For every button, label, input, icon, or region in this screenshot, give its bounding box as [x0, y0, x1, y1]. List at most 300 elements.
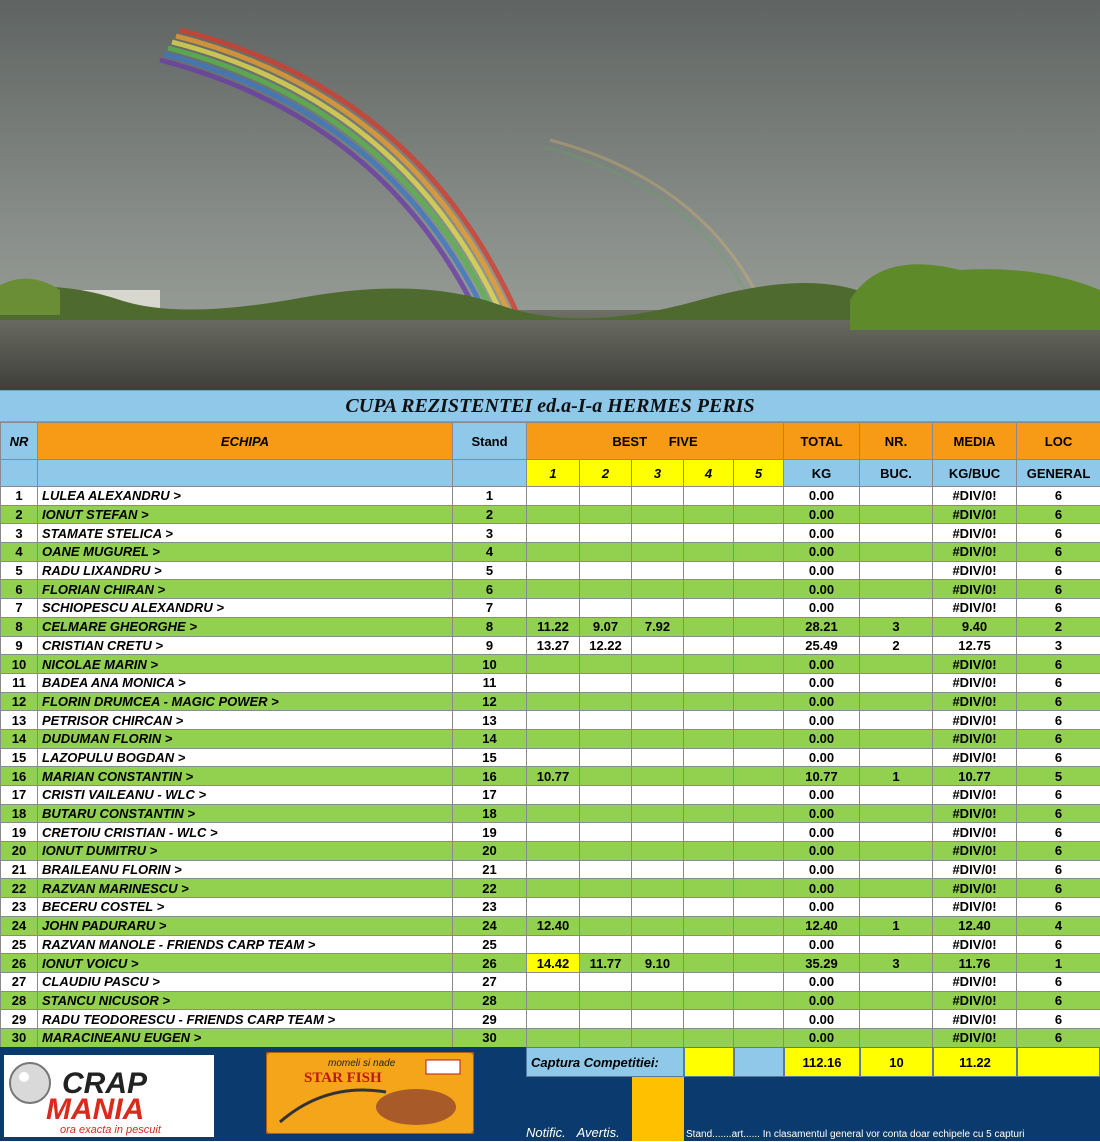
- row-best-5: [734, 543, 784, 562]
- row-loc: 2: [1017, 617, 1100, 636]
- row-loc: 6: [1017, 505, 1100, 524]
- row-best-2: [580, 860, 632, 879]
- row-best-5: [734, 655, 784, 674]
- row-best-2: [580, 767, 632, 786]
- row-buc: [860, 487, 933, 506]
- row-media: #DIV/0!: [933, 673, 1017, 692]
- col-header-nr-buc: NR.: [860, 423, 933, 460]
- col-header-nr: NR: [1, 423, 38, 460]
- summary-buc: 10: [860, 1047, 933, 1077]
- row-buc: [860, 842, 933, 861]
- row-nr: 25: [1, 935, 38, 954]
- row-stand: 27: [453, 972, 527, 991]
- row-total: 12.40: [784, 916, 860, 935]
- row-best-3: [632, 860, 684, 879]
- row-nr: 4: [1, 543, 38, 562]
- row-total: 0.00: [784, 505, 860, 524]
- avertis-label: Avertis.: [577, 1125, 620, 1140]
- row-loc: 6: [1017, 692, 1100, 711]
- row-nr: 18: [1, 804, 38, 823]
- row-best-3: [632, 599, 684, 618]
- col-header-stand: Stand: [453, 423, 527, 460]
- table-row: [1, 599, 1100, 618]
- row-nr: 2: [1, 505, 38, 524]
- col-header-echipa: ECHIPA: [38, 423, 453, 460]
- row-best-1: 12.40: [527, 916, 580, 935]
- table-row: [1, 711, 1100, 730]
- row-best-5: [734, 599, 784, 618]
- row-best-5: [734, 673, 784, 692]
- row-best-2: [580, 1028, 632, 1047]
- table-row: [1, 580, 1100, 599]
- sub-header-best-4: 4: [684, 460, 734, 487]
- row-best-1: [527, 692, 580, 711]
- row-best-4: [684, 692, 734, 711]
- row-best-3: [632, 842, 684, 861]
- rules-note: Stand.......art...... In clasamentul general vor conta doar echipele cu 5 capturi: [686, 1129, 1025, 1140]
- row-best-5: [734, 916, 784, 935]
- row-nr: 21: [1, 860, 38, 879]
- row-best-5: [734, 1028, 784, 1047]
- row-stand: 30: [453, 1028, 527, 1047]
- row-best-4: [684, 617, 734, 636]
- row-best-5: [734, 524, 784, 543]
- table-row: [1, 898, 1100, 917]
- row-loc: 6: [1017, 729, 1100, 748]
- sub-header-best-1: 1: [527, 460, 580, 487]
- row-best-3: [632, 823, 684, 842]
- row-best-1: [527, 935, 580, 954]
- competition-title: CUPA REZISTENTEI ed.a-I-a HERMES PERIS: [345, 395, 754, 417]
- row-nr: 7: [1, 599, 38, 618]
- row-best-3: [632, 898, 684, 917]
- row-loc: 4: [1017, 916, 1100, 935]
- row-total: 0.00: [784, 842, 860, 861]
- row-best-3: [632, 711, 684, 730]
- row-best-2: [580, 1010, 632, 1029]
- sub-header-best-5: 5: [734, 460, 784, 487]
- row-media: #DIV/0!: [933, 655, 1017, 674]
- row-buc: [860, 935, 933, 954]
- row-buc: [860, 804, 933, 823]
- table-row: [1, 543, 1100, 562]
- row-team: LULEA ALEXANDRU >: [38, 487, 453, 506]
- row-best-2: [580, 972, 632, 991]
- row-best-4: [684, 673, 734, 692]
- row-best-3: [632, 580, 684, 599]
- sub-header-loc-unit: GENERAL: [1017, 460, 1100, 487]
- table-row: [1, 617, 1100, 636]
- row-stand: 26: [453, 954, 527, 973]
- row-buc: [860, 1028, 933, 1047]
- row-buc: [860, 1010, 933, 1029]
- row-media: #DIV/0!: [933, 524, 1017, 543]
- row-total: 0.00: [784, 729, 860, 748]
- row-stand: 25: [453, 935, 527, 954]
- row-best-3: [632, 1010, 684, 1029]
- row-best-5: [734, 636, 784, 655]
- row-best-4: [684, 935, 734, 954]
- row-best-3: [632, 729, 684, 748]
- row-best-4: [684, 505, 734, 524]
- row-best-4: [684, 487, 734, 506]
- row-total: 0.00: [784, 879, 860, 898]
- row-best-3: [632, 505, 684, 524]
- row-team: MARIAN CONSTANTIN >: [38, 767, 453, 786]
- star-fish-logo: [266, 1052, 474, 1134]
- row-best-1: [527, 711, 580, 730]
- row-best-5: [734, 767, 784, 786]
- summary-blue-box: [734, 1047, 784, 1077]
- row-best-3: [632, 916, 684, 935]
- row-team: RADU LIXANDRU >: [38, 561, 453, 580]
- row-total: 28.21: [784, 617, 860, 636]
- row-stand: 24: [453, 916, 527, 935]
- row-stand: 11: [453, 673, 527, 692]
- row-stand: 7: [453, 599, 527, 618]
- row-best-1: [527, 487, 580, 506]
- row-team: LAZOPULU BOGDAN >: [38, 748, 453, 767]
- row-loc: 6: [1017, 823, 1100, 842]
- sub-header-media-unit: KG/BUC: [933, 460, 1017, 487]
- row-nr: 12: [1, 692, 38, 711]
- row-team: CELMARE GHEORGHE >: [38, 617, 453, 636]
- row-loc: 6: [1017, 972, 1100, 991]
- row-best-4: [684, 991, 734, 1010]
- row-media: #DIV/0!: [933, 786, 1017, 805]
- row-best-5: [734, 860, 784, 879]
- row-total: 0.00: [784, 860, 860, 879]
- row-team: BADEA ANA MONICA >: [38, 673, 453, 692]
- row-team: RAZVAN MARINESCU >: [38, 879, 453, 898]
- row-nr: 11: [1, 673, 38, 692]
- row-loc: 1: [1017, 954, 1100, 973]
- row-buc: [860, 543, 933, 562]
- row-total: 0.00: [784, 580, 860, 599]
- sub-header-echipa: [38, 460, 453, 487]
- row-best-4: [684, 655, 734, 674]
- row-total: 0.00: [784, 655, 860, 674]
- row-loc: 6: [1017, 673, 1100, 692]
- row-stand: 4: [453, 543, 527, 562]
- row-media: #DIV/0!: [933, 599, 1017, 618]
- row-team: NICOLAE MARIN >: [38, 655, 453, 674]
- table-row: [1, 935, 1100, 954]
- row-media: #DIV/0!: [933, 804, 1017, 823]
- row-best-2: 12.22: [580, 636, 632, 655]
- row-best-5: [734, 1010, 784, 1029]
- row-buc: [860, 991, 933, 1010]
- row-total: 0.00: [784, 692, 860, 711]
- row-best-4: [684, 860, 734, 879]
- row-stand: 23: [453, 898, 527, 917]
- row-stand: 10: [453, 655, 527, 674]
- table-row: [1, 879, 1100, 898]
- row-best-3: [632, 935, 684, 954]
- row-best-5: [734, 898, 784, 917]
- row-best-5: [734, 954, 784, 973]
- row-buc: [860, 599, 933, 618]
- table-row: [1, 692, 1100, 711]
- row-best-4: [684, 1028, 734, 1047]
- row-best-4: [684, 599, 734, 618]
- row-best-3: [632, 748, 684, 767]
- row-buc: [860, 898, 933, 917]
- row-total: 0.00: [784, 935, 860, 954]
- row-best-3: [632, 972, 684, 991]
- row-stand: 1: [453, 487, 527, 506]
- row-best-4: [684, 898, 734, 917]
- row-best-3: [632, 636, 684, 655]
- row-best-2: [580, 842, 632, 861]
- row-loc: 6: [1017, 711, 1100, 730]
- sub-header-best-3: 3: [632, 460, 684, 487]
- row-best-4: [684, 580, 734, 599]
- row-best-5: [734, 935, 784, 954]
- row-best-3: [632, 991, 684, 1010]
- five-label: FIVE: [669, 434, 698, 449]
- row-total: 0.00: [784, 711, 860, 730]
- logo-star-fish-top: momeli si nade: [328, 1058, 396, 1069]
- row-best-5: [734, 991, 784, 1010]
- row-nr: 23: [1, 898, 38, 917]
- row-best-1: [527, 673, 580, 692]
- row-team: CRISTIAN CRETU >: [38, 636, 453, 655]
- row-nr: 13: [1, 711, 38, 730]
- row-total: 35.29: [784, 954, 860, 973]
- row-buc: [860, 673, 933, 692]
- col-header-loc: LOC: [1017, 423, 1100, 460]
- row-loc: 6: [1017, 543, 1100, 562]
- row-best-4: [684, 972, 734, 991]
- row-media: 9.40: [933, 617, 1017, 636]
- row-total: 25.49: [784, 636, 860, 655]
- row-buc: [860, 505, 933, 524]
- table-row: [1, 972, 1100, 991]
- row-best-3: 7.92: [632, 617, 684, 636]
- row-team: FLORIAN CHIRAN >: [38, 580, 453, 599]
- row-buc: [860, 748, 933, 767]
- row-buc: [860, 711, 933, 730]
- row-best-1: [527, 842, 580, 861]
- row-stand: 6: [453, 580, 527, 599]
- summary-total: 112.16: [784, 1047, 860, 1077]
- row-team: IONUT DUMITRU >: [38, 842, 453, 861]
- avertis-marker: [632, 1077, 684, 1141]
- row-best-3: [632, 524, 684, 543]
- row-stand: 20: [453, 842, 527, 861]
- row-team: FLORIN DRUMCEA - MAGIC POWER >: [38, 692, 453, 711]
- row-loc: 6: [1017, 804, 1100, 823]
- row-nr: 29: [1, 1010, 38, 1029]
- row-best-2: 9.07: [580, 617, 632, 636]
- row-loc: 6: [1017, 1028, 1100, 1047]
- table-row: [1, 673, 1100, 692]
- rainbow-lake-photo: [0, 0, 1100, 390]
- row-best-3: [632, 804, 684, 823]
- row-stand: 18: [453, 804, 527, 823]
- col-header-best-five: [527, 423, 784, 460]
- row-best-1: [527, 823, 580, 842]
- row-media: #DIV/0!: [933, 842, 1017, 861]
- row-media: #DIV/0!: [933, 561, 1017, 580]
- row-buc: [860, 655, 933, 674]
- sub-header-best-2: 2: [580, 460, 632, 487]
- row-best-3: [632, 692, 684, 711]
- row-total: 10.77: [784, 767, 860, 786]
- row-best-2: [580, 524, 632, 543]
- row-media: #DIV/0!: [933, 748, 1017, 767]
- row-best-2: [580, 543, 632, 562]
- row-best-1: [527, 804, 580, 823]
- row-best-4: [684, 711, 734, 730]
- row-nr: 27: [1, 972, 38, 991]
- row-best-3: [632, 561, 684, 580]
- row-media: #DIV/0!: [933, 543, 1017, 562]
- row-best-4: [684, 1010, 734, 1029]
- row-stand: 15: [453, 748, 527, 767]
- table-row: [1, 655, 1100, 674]
- row-nr: 16: [1, 767, 38, 786]
- row-best-5: [734, 879, 784, 898]
- row-best-1: [527, 748, 580, 767]
- table-row: [1, 767, 1100, 786]
- row-loc: 6: [1017, 842, 1100, 861]
- row-loc: 6: [1017, 524, 1100, 543]
- row-best-1: 11.22: [527, 617, 580, 636]
- table-row: [1, 954, 1100, 973]
- row-team: PETRISOR CHIRCAN >: [38, 711, 453, 730]
- row-best-2: [580, 898, 632, 917]
- row-team: SCHIOPESCU ALEXANDRU >: [38, 599, 453, 618]
- row-stand: 14: [453, 729, 527, 748]
- row-media: #DIV/0!: [933, 692, 1017, 711]
- row-nr: 24: [1, 916, 38, 935]
- row-best-1: [527, 898, 580, 917]
- row-nr: 28: [1, 991, 38, 1010]
- header-photo: [0, 0, 1100, 390]
- row-loc: 6: [1017, 786, 1100, 805]
- row-stand: 8: [453, 617, 527, 636]
- row-media: #DIV/0!: [933, 972, 1017, 991]
- row-team: STANCU NICUSOR >: [38, 991, 453, 1010]
- row-stand: 5: [453, 561, 527, 580]
- row-buc: [860, 692, 933, 711]
- sub-header-nr: [1, 460, 38, 487]
- row-best-4: [684, 748, 734, 767]
- table-row: [1, 487, 1100, 506]
- row-best-4: [684, 729, 734, 748]
- table-row: [1, 561, 1100, 580]
- row-best-4: [684, 879, 734, 898]
- row-nr: 8: [1, 617, 38, 636]
- row-best-1: [527, 972, 580, 991]
- row-buc: 1: [860, 767, 933, 786]
- row-team: DUDUMAN FLORIN >: [38, 729, 453, 748]
- header-row-main: [1, 423, 1100, 460]
- row-best-4: [684, 916, 734, 935]
- row-total: 0.00: [784, 804, 860, 823]
- row-stand: 9: [453, 636, 527, 655]
- row-best-5: [734, 505, 784, 524]
- row-stand: 19: [453, 823, 527, 842]
- row-nr: 14: [1, 729, 38, 748]
- row-best-2: 11.77: [580, 954, 632, 973]
- row-best-4: [684, 636, 734, 655]
- row-best-4: [684, 786, 734, 805]
- row-best-4: [684, 767, 734, 786]
- row-total: 0.00: [784, 972, 860, 991]
- row-best-5: [734, 617, 784, 636]
- row-best-5: [734, 748, 784, 767]
- logo-crap-text: CRAP: [62, 1067, 148, 1100]
- row-best-1: [527, 786, 580, 805]
- row-loc: 6: [1017, 898, 1100, 917]
- row-best-4: [684, 954, 734, 973]
- row-team: CLAUDIU PASCU >: [38, 972, 453, 991]
- table-row: [1, 748, 1100, 767]
- col-header-total: TOTAL: [784, 423, 860, 460]
- row-loc: 6: [1017, 599, 1100, 618]
- row-best-1: [527, 991, 580, 1010]
- table-row: [1, 524, 1100, 543]
- row-team: MARACINEANU EUGEN >: [38, 1028, 453, 1047]
- row-loc: 6: [1017, 879, 1100, 898]
- row-best-2: [580, 711, 632, 730]
- row-nr: 6: [1, 580, 38, 599]
- notes-line: [526, 1125, 620, 1140]
- row-total: 0.00: [784, 823, 860, 842]
- row-media: #DIV/0!: [933, 991, 1017, 1010]
- row-loc: 6: [1017, 580, 1100, 599]
- results-table: [0, 422, 1100, 1048]
- summary-loc-empty: [1017, 1047, 1100, 1077]
- row-best-1: [527, 599, 580, 618]
- competition-title-bar: [0, 390, 1100, 422]
- competition-summary-row: [526, 1047, 1100, 1077]
- row-best-3: [632, 879, 684, 898]
- row-total: 0.00: [784, 748, 860, 767]
- row-team: BUTARU CONSTANTIN >: [38, 804, 453, 823]
- row-loc: 6: [1017, 1010, 1100, 1029]
- row-best-4: [684, 524, 734, 543]
- row-buc: 3: [860, 954, 933, 973]
- table-row: [1, 786, 1100, 805]
- row-best-3: [632, 655, 684, 674]
- table-row: [1, 636, 1100, 655]
- row-best-5: [734, 711, 784, 730]
- row-best-4: [684, 561, 734, 580]
- row-stand: 17: [453, 786, 527, 805]
- row-buc: 1: [860, 916, 933, 935]
- sub-header-stand: [453, 460, 527, 487]
- row-best-2: [580, 748, 632, 767]
- row-team: BRAILEANU FLORIN >: [38, 860, 453, 879]
- row-stand: 22: [453, 879, 527, 898]
- row-best-3: [632, 786, 684, 805]
- row-media: #DIV/0!: [933, 711, 1017, 730]
- row-best-5: [734, 487, 784, 506]
- row-loc: 6: [1017, 991, 1100, 1010]
- row-best-4: [684, 543, 734, 562]
- row-buc: [860, 823, 933, 842]
- row-best-5: [734, 842, 784, 861]
- row-best-2: [580, 561, 632, 580]
- row-best-5: [734, 692, 784, 711]
- row-media: #DIV/0!: [933, 898, 1017, 917]
- row-nr: 20: [1, 842, 38, 861]
- row-media: 12.40: [933, 916, 1017, 935]
